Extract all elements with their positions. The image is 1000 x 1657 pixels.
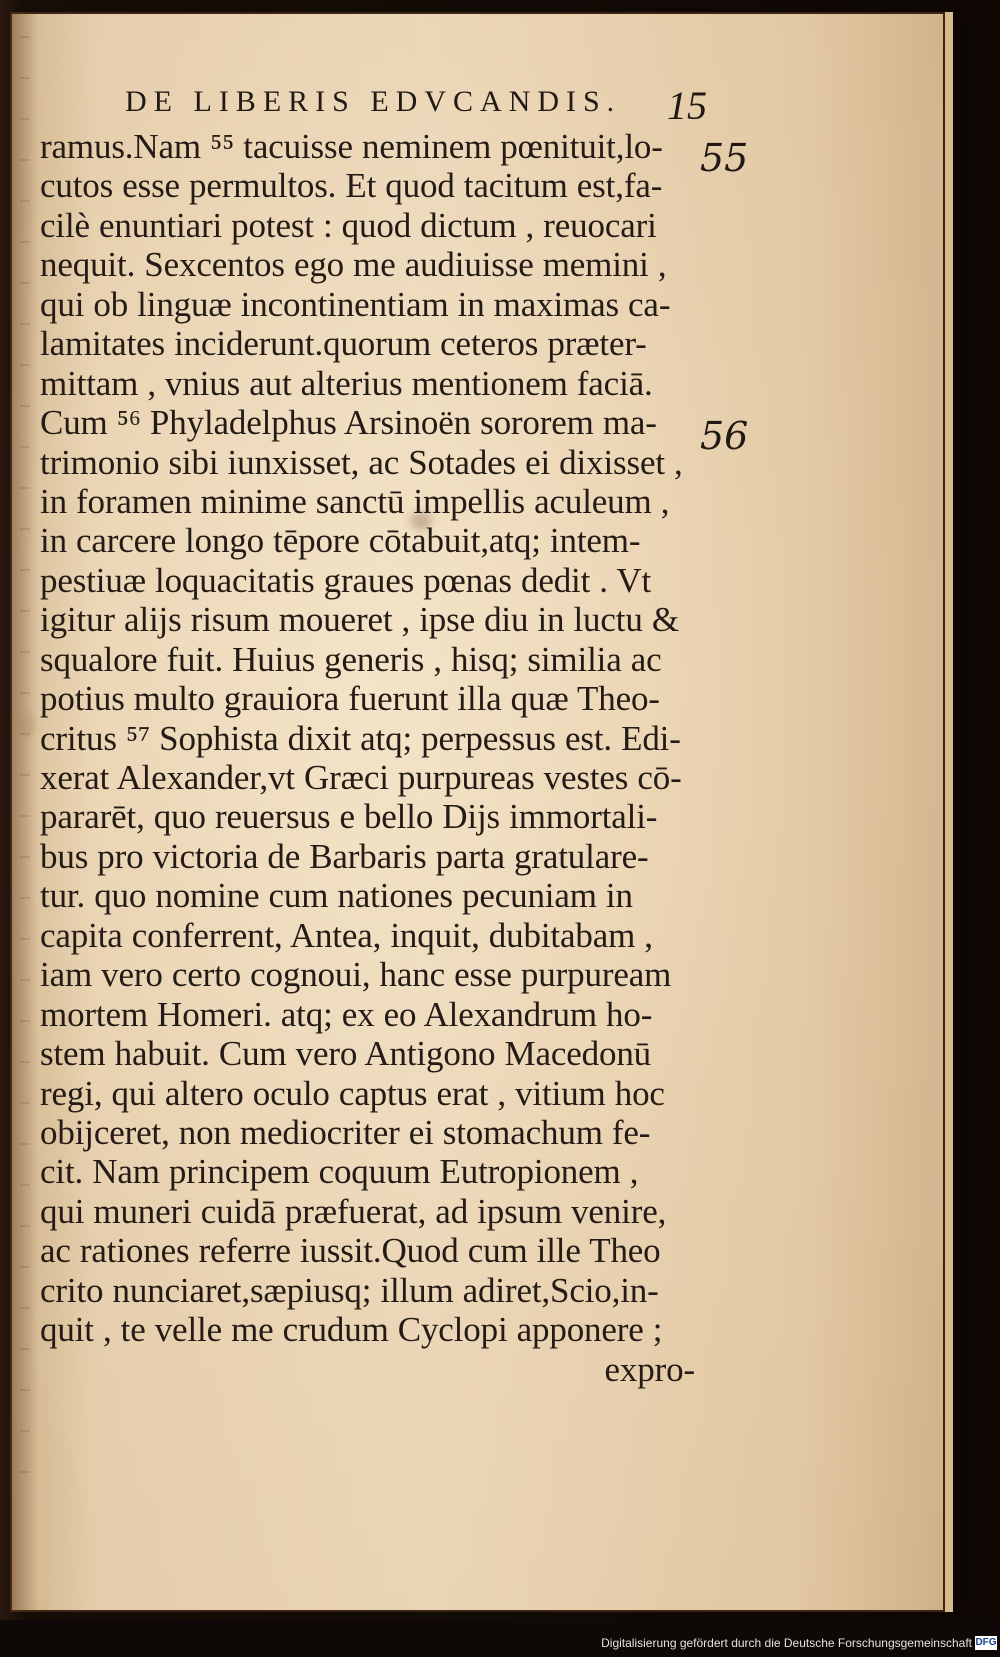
text-line: quit , te velle me crudum Cyclopi apponere ;: [40, 1310, 663, 1350]
text-line: potius multo grauiora fuerunt illa quæ Theo-: [40, 679, 660, 719]
text-line: xerat Alexander,vt Græci purpureas vestes cō-: [40, 758, 682, 797]
scan-footer: [0, 1620, 1000, 1657]
text-line: in foramen minime sanctū impellis aculeum ,: [40, 481, 670, 521]
catchword: expro-: [604, 1349, 695, 1389]
digitization-credit: Digitalisierung gefördert durch die Deutsche Forschungsgemeinschaft: [601, 1636, 972, 1650]
page-edge-marks: [20, 36, 30, 1486]
text-line: capita conferrent, Antea, inquit, dubitabam ,: [40, 915, 653, 955]
text-line: mortem Homeri. atq; ex eo Alexandrum ho-: [40, 994, 653, 1034]
text-line: nequit. Sexcentos ego me audiuisse memini ,: [40, 245, 667, 285]
text-line: qui muneri cuidā præfuerat, ad ipsum venire,: [40, 1191, 667, 1231]
text-line: critus ⁵⁷ Sophista dixit atq; perpessus est. Edi-: [40, 718, 681, 758]
text-line: qui ob linguæ incontinentiam in maximas ca-: [40, 284, 671, 324]
text-line: lamitates inciderunt.quorum ceteros præter-: [40, 324, 647, 364]
page-number: 15: [667, 83, 707, 128]
running-title: DE LIBERIS EDVCANDIS.: [125, 85, 622, 118]
text-line: cit. Nam principem coquum Eutropionem ,: [40, 1152, 639, 1192]
text-line: crito nunciaret,sæpiusq; illum adiret,Scio,in-: [40, 1270, 659, 1310]
marginal-note-56: 56: [700, 414, 749, 458]
text-line: pestiuæ loquacitatis graues pœnas dedit . Vt: [40, 560, 652, 600]
text-line: iam vero certo cognoui, hanc esse purpuream: [40, 955, 672, 995]
text-line: ac rationes referre iussit.Quod cum ille Theo: [40, 1231, 661, 1271]
text-line: mittam , vnius aut alterius mentionem faciā.: [40, 363, 653, 403]
text-line: trimonio sibi iunxisset, ac Sotades ei dixisset ,: [40, 442, 683, 482]
text-line: Cum ⁵⁶ Phyladelphus Arsinoën sororem ma-: [40, 403, 657, 443]
text-line: cilè enuntiari potest : quod dictum , reuocari: [40, 205, 657, 245]
text-line: tur. quo nomine cum nationes pecuniam in: [40, 876, 633, 916]
text-line: stem habuit. Cum vero Antigono Macedonū: [40, 1034, 652, 1074]
text-line: cutos esse permultos. Et quod tacitum est,fa-: [40, 166, 663, 206]
book-page: [10, 12, 953, 1612]
body-text: [40, 127, 715, 1417]
text-line: squalore fuit. Huius generis , hisq; similia ac: [40, 639, 662, 679]
text-line: pararēt, quo reuersus e bello Dijs immortali-: [40, 797, 658, 837]
text-line: regi, qui altero oculo captus erat , vitium hoc: [40, 1073, 665, 1113]
text-line: obijceret, non mediocriter ei stomachum fe-: [40, 1112, 651, 1152]
text-line: ramus.Nam ⁵⁵ tacuisse neminem pœnituit,lo-: [40, 127, 663, 166]
dfg-logo-badge: DFG: [975, 1637, 997, 1648]
marginal-note-55: 55: [700, 136, 749, 180]
text-line: igitur alijs risum moueret , ipse diu in luctu &: [40, 600, 679, 640]
text-line: in carcere longo tēpore cōtabuit,atq; intem-: [40, 521, 641, 561]
paper-stain: [18, 712, 36, 738]
text-line: bus pro victoria de Barbaris parta gratulare-: [40, 836, 649, 876]
